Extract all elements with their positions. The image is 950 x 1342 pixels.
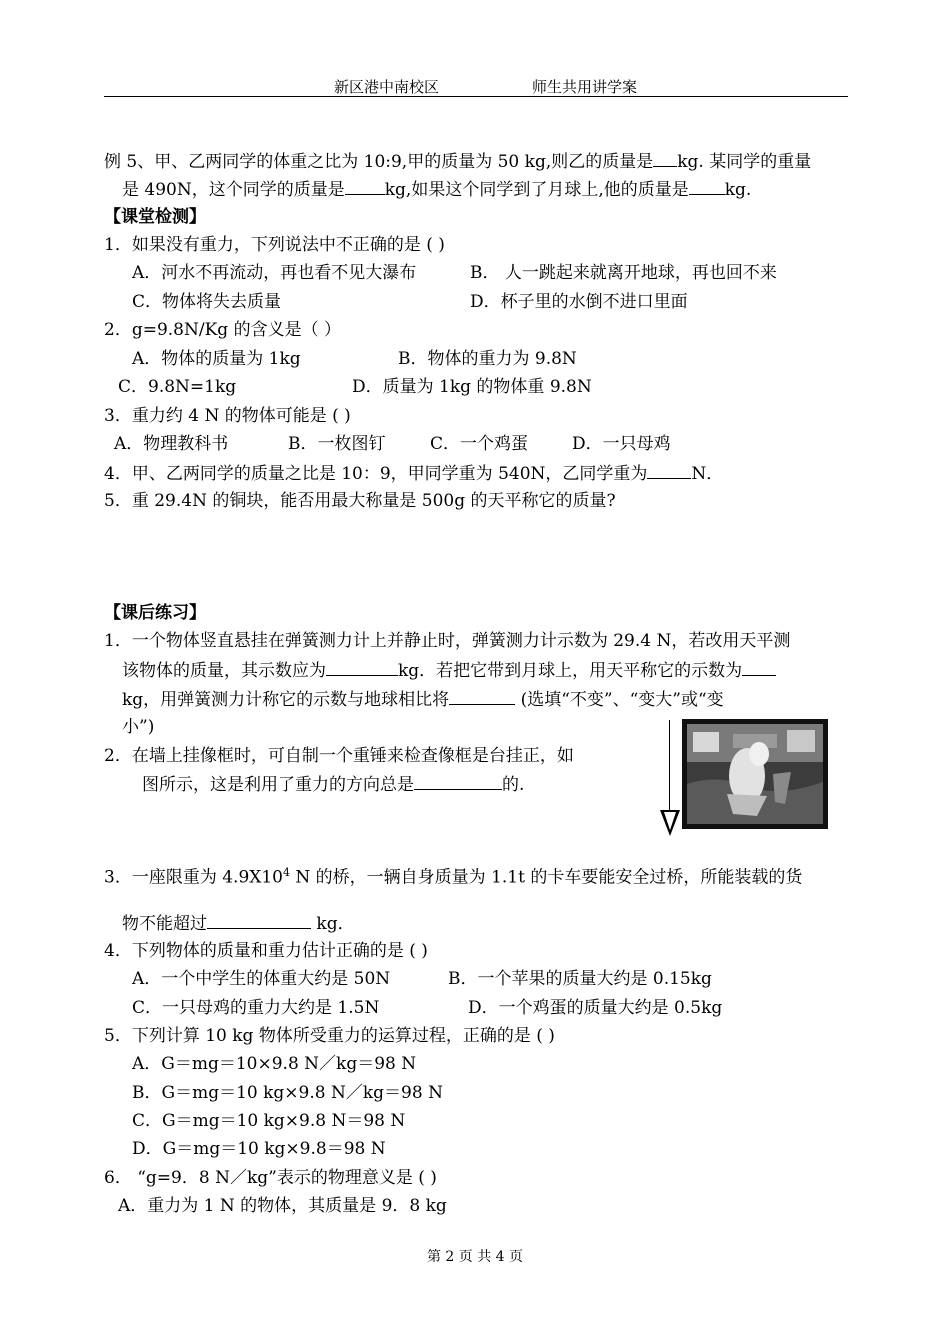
q3-option-d: D．一只母鸡 [572, 434, 671, 454]
p5-option-a: A．G＝mg＝10×9.8 N／kg＝98 N [132, 1054, 417, 1074]
practice-4: 4．下列物体的质量和重力估计正确的是 ( ) [104, 941, 428, 961]
blank [653, 150, 677, 167]
example-5-line-1: 例 5、甲、乙两同学的体重之比为 10:9,甲的质量为 50 kg,则乙的质量是 kg. 某同学的重量 [104, 152, 812, 172]
header-school: 新区港中南校区 [334, 78, 440, 96]
q3-option-c: C．一个鸡蛋 [430, 434, 529, 454]
section-classroom-test: 【课堂检测】 [104, 207, 206, 227]
question-4: 4．甲、乙两同学的质量之比是 10：9，甲同学重为 540N，乙同学重为 N． [104, 464, 724, 484]
blank [689, 178, 725, 195]
practice-3-line-1: 3．一座限重为 $4.9X10^4$ N 的桥，一辆自身质量为 1.1t 的卡车要能安全过桥，所能装载的货 [104, 866, 803, 888]
header-title: 师生共用讲学案 [532, 78, 638, 96]
question-3: 3．重力约 4 N 的物体可能是 ( ) [104, 406, 351, 426]
p4-option-b: B．一个苹果的质量大约是 0.15kg [448, 969, 712, 989]
p4-option-a: A．一个中学生的体重大约是 50N [132, 969, 391, 989]
p6-option-a: A．重力为 1 N 的物体，其质量是 9．8 kg [118, 1196, 447, 1216]
blank [647, 462, 691, 479]
practice-2-line-1: 2．在墙上挂像框时，可自制一个重锤来检查像框是台挂正，如 [104, 746, 574, 766]
blank [326, 659, 398, 676]
blank [742, 659, 776, 676]
blank [207, 912, 311, 929]
q1-option-a: A．河水不再流动，再也看不见大瀑布 [132, 263, 417, 283]
practice-6: 6． “g=9．8 N／kg”表示的物理意义是 ( ) [104, 1168, 437, 1188]
p5-option-c: C．G＝mg＝10 kg×9.8 N＝98 N [132, 1111, 406, 1131]
practice-2-line-2: 图所示，这是利用了重力的方向总是 的. [142, 775, 525, 795]
plumb-line [669, 720, 670, 812]
q3-option-b: B．一枚图钉 [288, 434, 386, 454]
q1-option-d: D．杯子里的水倒不进口里面 [470, 292, 688, 312]
practice-5: 5．下列计算 10 kg 物体所受重力的运算过程，正确的是 ( ) [104, 1026, 555, 1046]
q1-option-c: C．物体将失去质量 [132, 292, 282, 312]
question-5: 5．重 29.4N 的铜块，能否用最大称量是 500g 的天平称它的质量? [104, 491, 616, 511]
practice-1-line-3: kg，用弹簧测力计称它的示数与地球相比将 (选填“不变”、“变大”或“变 [122, 690, 724, 710]
practice-1-line-1: 1．一个物体竖直悬挂在弹簧测力计上并静止时，弹簧测力计示数为 29.4 N，若改用天平测 [104, 631, 791, 651]
q2-option-c: C．9.8N=1kg [118, 377, 237, 397]
q2-option-a: A．物体的质量为 1kg [132, 349, 301, 369]
blank [345, 178, 385, 195]
p5-option-d: D．G＝mg＝10 kg×9.8＝98 N [132, 1139, 386, 1159]
question-1: 1．如果没有重力，下列说法中不正确的是 ( ) [104, 235, 445, 255]
q2-option-d: D．质量为 1kg 的物体重 9.8N [352, 377, 592, 397]
picture-frame-image [682, 719, 828, 829]
page-footer: 第 2 页 共 4 页 [426, 1249, 524, 1265]
page-header [104, 76, 848, 97]
practice-1-line-2: 该物体的质量，其示数应为 kg．若把它带到月球上，用天平称它的示数为 [122, 659, 776, 682]
plumb-bob-inner [664, 812, 676, 830]
section-after-class: 【课后练习】 [104, 603, 206, 623]
q1-option-b: B． 人一跳起来就离开地球，再也回不来 [470, 263, 777, 283]
p4-option-d: D．一个鸡蛋的质量大约是 0.5kg [468, 998, 723, 1018]
practice-3-line-2: 物不能超过 kg． [122, 914, 355, 934]
practice-1-line-4: 小”) [122, 717, 155, 737]
question-2: 2．g=9.8N/Kg 的含义是（ ） [104, 320, 341, 340]
p4-option-c: C．一只母鸡的重力大约是 1.5N [132, 998, 380, 1018]
blank [449, 688, 515, 705]
q2-option-b: B．物体的重力为 9.8N [398, 349, 577, 369]
p5-option-b: B．G＝mg＝10 kg×9.8 N／kg＝98 N [132, 1083, 443, 1103]
photo-illustration [687, 724, 823, 824]
example-5-line-2: 是 490N，这个同学的质量是 kg,如果这个同学到了月球上,他的质量是 kg. [122, 180, 752, 200]
blank [414, 773, 502, 790]
q3-option-a: A．物理教科书 [114, 434, 229, 454]
